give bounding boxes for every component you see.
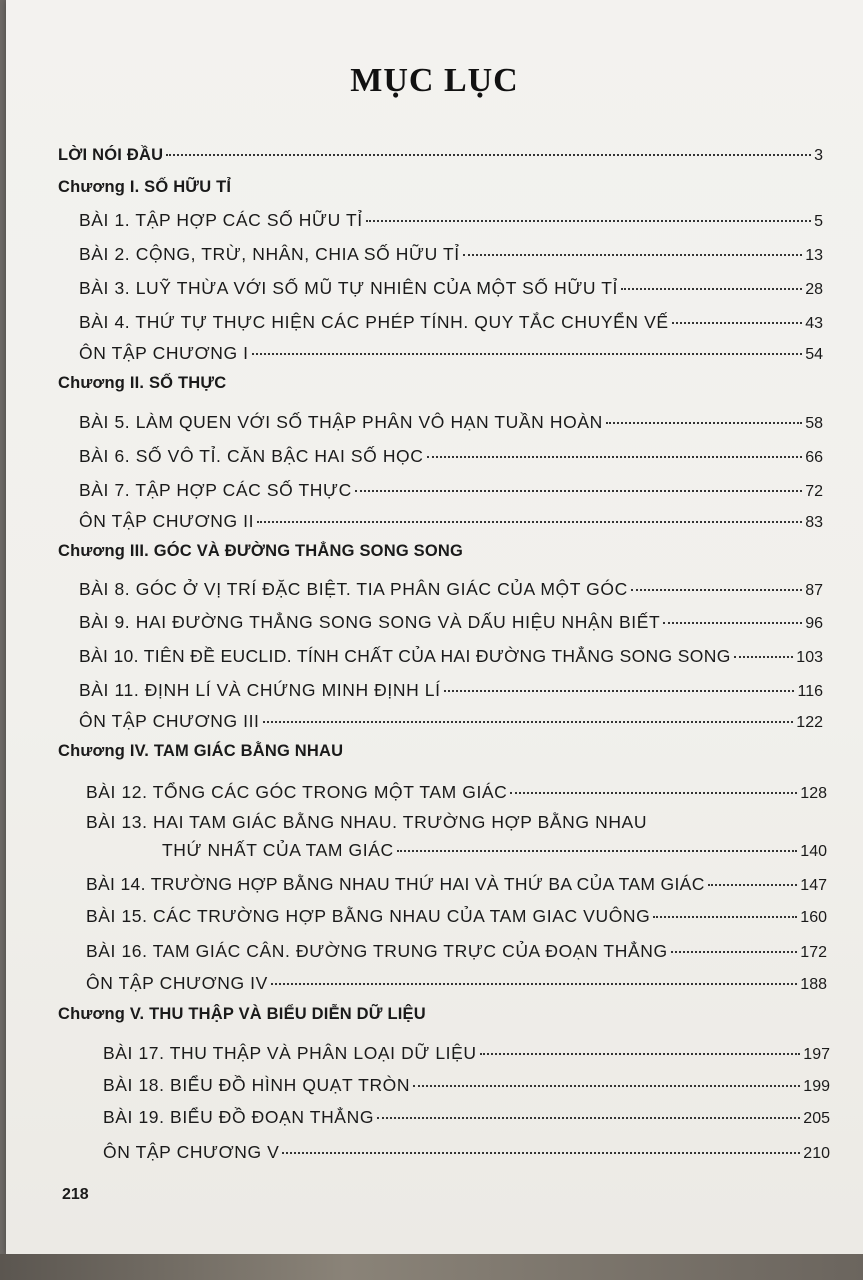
toc-label: ÔN TẬP CHƯƠNG III <box>79 711 260 731</box>
toc-entry <box>103 1107 830 1128</box>
toc-page-number: 147 <box>800 877 827 894</box>
toc-entry-preface <box>58 146 823 165</box>
toc-page-number: 197 <box>803 1046 830 1063</box>
toc-entry <box>79 511 823 532</box>
toc-entry <box>79 646 823 667</box>
dot-leader <box>653 916 797 918</box>
toc-page-number: 28 <box>805 281 823 298</box>
toc-label: BÀI 18. BIỂU ĐỒ HÌNH QUẠT TRÒN <box>103 1075 411 1095</box>
toc-label: BÀI 1. TẬP HỢP CÁC SỐ HỮU TỈ <box>79 210 363 230</box>
dot-leader <box>263 721 794 723</box>
toc-label: BÀI 7. TẬP HỢP CÁC SỐ THỰC <box>79 480 352 500</box>
dot-leader <box>708 884 798 886</box>
toc-page-number: 83 <box>805 514 823 531</box>
dot-leader <box>480 1053 801 1055</box>
toc-label: BÀI 12. TỔNG CÁC GÓC TRONG MỘT TAM GIÁC <box>86 782 508 802</box>
toc-entry <box>79 412 823 433</box>
toc-label: ÔN TẬP CHƯƠNG II <box>79 511 255 531</box>
toc-page-number: 128 <box>800 785 827 802</box>
dot-leader <box>166 154 811 156</box>
dot-leader <box>734 656 794 658</box>
toc-entry <box>79 278 823 299</box>
toc-page-number: 5 <box>814 213 823 230</box>
toc-page-number: 58 <box>805 415 823 432</box>
dot-leader <box>366 220 811 222</box>
toc-page-number: 172 <box>800 944 827 961</box>
toc-entry <box>79 480 823 501</box>
dot-leader <box>510 792 797 794</box>
toc-page-number: 72 <box>805 483 823 500</box>
toc-entry <box>86 906 827 927</box>
toc-page-number: 66 <box>805 449 823 466</box>
toc-page-number: 13 <box>805 247 823 264</box>
dot-leader <box>252 353 803 355</box>
toc-label: ÔN TẬP CHƯƠNG IV <box>86 973 268 993</box>
chapter-heading: Chương I. SỐ HỮU TỈ <box>58 178 232 196</box>
chapter-heading: Chương V. THU THẬP VÀ BIỂU DIỄN DỮ LIỆU <box>58 1005 426 1023</box>
toc-page-number: 160 <box>800 909 827 926</box>
toc-label: BÀI 9. HAI ĐƯỜNG THẲNG SONG SONG VÀ DẤU HIỆU NHẬN BIẾT <box>79 612 661 632</box>
toc-entry <box>86 973 827 994</box>
toc-page-number: 54 <box>805 346 823 363</box>
toc-entry <box>79 711 823 732</box>
dot-leader <box>631 589 802 591</box>
toc-page-number: 210 <box>803 1145 830 1162</box>
page-title: MỤC LỤC <box>350 62 519 99</box>
toc-page-number: 96 <box>805 615 823 632</box>
dot-leader <box>397 850 798 852</box>
toc-label: BÀI 16. TAM GIÁC CÂN. ĐƯỜNG TRUNG TRỰC CỦA ĐOẠN THẲNG <box>86 941 668 961</box>
toc-entry <box>79 210 823 231</box>
dot-leader <box>606 422 802 424</box>
toc-entry <box>86 782 827 803</box>
toc-entry <box>79 312 823 333</box>
toc-page-number: 122 <box>796 714 823 731</box>
dot-leader <box>377 1117 800 1119</box>
toc-label: BÀI 4. THỨ TỰ THỰC HIỆN CÁC PHÉP TÍNH. QUY TẮC CHUYỂN VẾ <box>79 312 669 332</box>
toc-entry <box>79 244 823 265</box>
toc-label: ÔN TẬP CHƯƠNG V <box>103 1142 280 1162</box>
dot-leader <box>463 254 802 256</box>
toc-page-number: 116 <box>797 683 823 700</box>
toc-label: BÀI 10. TIÊN ĐỀ EUCLID. TÍNH CHẤT CỦA HAI ĐƯỜNG THẲNG SONG SONG <box>79 646 731 666</box>
dot-leader <box>355 490 802 492</box>
toc-label: BÀI 8. GÓC Ở VỊ TRÍ ĐẶC BIỆT. TIA PHÂN GIÁC CỦA MỘT GÓC <box>79 579 628 599</box>
toc-entry <box>79 343 823 364</box>
chapter-heading: Chương III. GÓC VÀ ĐƯỜNG THẲNG SONG SONG <box>58 542 464 560</box>
toc-entry <box>79 680 823 701</box>
toc-page-number: 205 <box>803 1110 830 1127</box>
dot-leader <box>271 983 797 985</box>
book-page <box>6 0 863 1254</box>
toc-page-number: 199 <box>803 1078 830 1095</box>
toc-page-number: 87 <box>805 582 823 599</box>
dot-leader <box>621 288 802 290</box>
toc-entry <box>86 941 827 962</box>
toc-entry <box>79 446 823 467</box>
toc-label: BÀI 2. CỘNG, TRỪ, NHÂN, CHIA SỐ HỮU TỈ <box>79 244 460 264</box>
dot-leader <box>257 521 802 523</box>
toc-page-number: 188 <box>800 976 827 993</box>
toc-entry <box>162 840 827 861</box>
toc-page-number: 3 <box>814 147 823 164</box>
toc-entry <box>86 874 827 895</box>
toc-label-line2: THỨ NHẤT CỦA TAM GIÁC <box>162 840 394 860</box>
toc-label: BÀI 14. TRƯỜNG HỢP BẰNG NHAU THỨ HAI VÀ THỨ BA CỦA TAM GIÁC <box>86 874 705 894</box>
page-number: 218 <box>62 1186 89 1203</box>
dot-leader <box>413 1085 800 1087</box>
chapter-heading: Chương II. SỐ THỰC <box>58 374 227 392</box>
dot-leader <box>671 951 798 953</box>
toc-page-number: 140 <box>800 843 827 860</box>
toc-label: BÀI 6. SỐ VÔ TỈ. CĂN BẬC HAI SỐ HỌC <box>79 446 424 466</box>
toc-label: BÀI 5. LÀM QUEN VỚI SỐ THẬP PHÂN VÔ HẠN TUẦN HOÀN <box>79 412 603 432</box>
dot-leader <box>427 456 803 458</box>
toc-entry <box>79 612 823 633</box>
dot-leader <box>282 1152 800 1154</box>
toc-label: BÀI 11. ĐỊNH LÍ VÀ CHỨNG MINH ĐỊNH LÍ <box>79 680 441 700</box>
toc-entry <box>103 1043 830 1064</box>
dot-leader <box>672 322 803 324</box>
dot-leader <box>663 622 802 624</box>
toc-label: BÀI 19. BIỂU ĐỒ ĐOẠN THẲNG <box>103 1107 375 1127</box>
toc-label: BÀI 15. CÁC TRƯỜNG HỢP BẰNG NHAU CỦA TAM GIAC VUÔNG <box>86 906 651 926</box>
background-surface <box>0 1254 863 1280</box>
toc-label: LỜI NÓI ĐẦU <box>58 146 164 164</box>
toc-label: BÀI 17. THU THẬP VÀ PHÂN LOẠI DỮ LIỆU <box>103 1043 477 1063</box>
toc-entry <box>79 579 823 600</box>
toc-label-line1: BÀI 13. HAI TAM GIÁC BẰNG NHAU. TRƯỜNG HỢP BẰNG NHAU <box>86 812 648 832</box>
toc-entry <box>103 1075 830 1096</box>
toc-page-number: 103 <box>796 649 823 666</box>
toc-label: BÀI 3. LUỸ THỪA VỚI SỐ MŨ TỰ NHIÊN CỦA MỘT SỐ HỮU TỈ <box>79 278 619 298</box>
chapter-heading: Chương IV. TAM GIÁC BẰNG NHAU <box>58 742 344 760</box>
dot-leader <box>444 690 795 692</box>
toc-page-number: 43 <box>805 315 823 332</box>
toc-label: ÔN TẬP CHƯƠNG I <box>79 343 249 363</box>
toc-entry <box>103 1142 830 1163</box>
